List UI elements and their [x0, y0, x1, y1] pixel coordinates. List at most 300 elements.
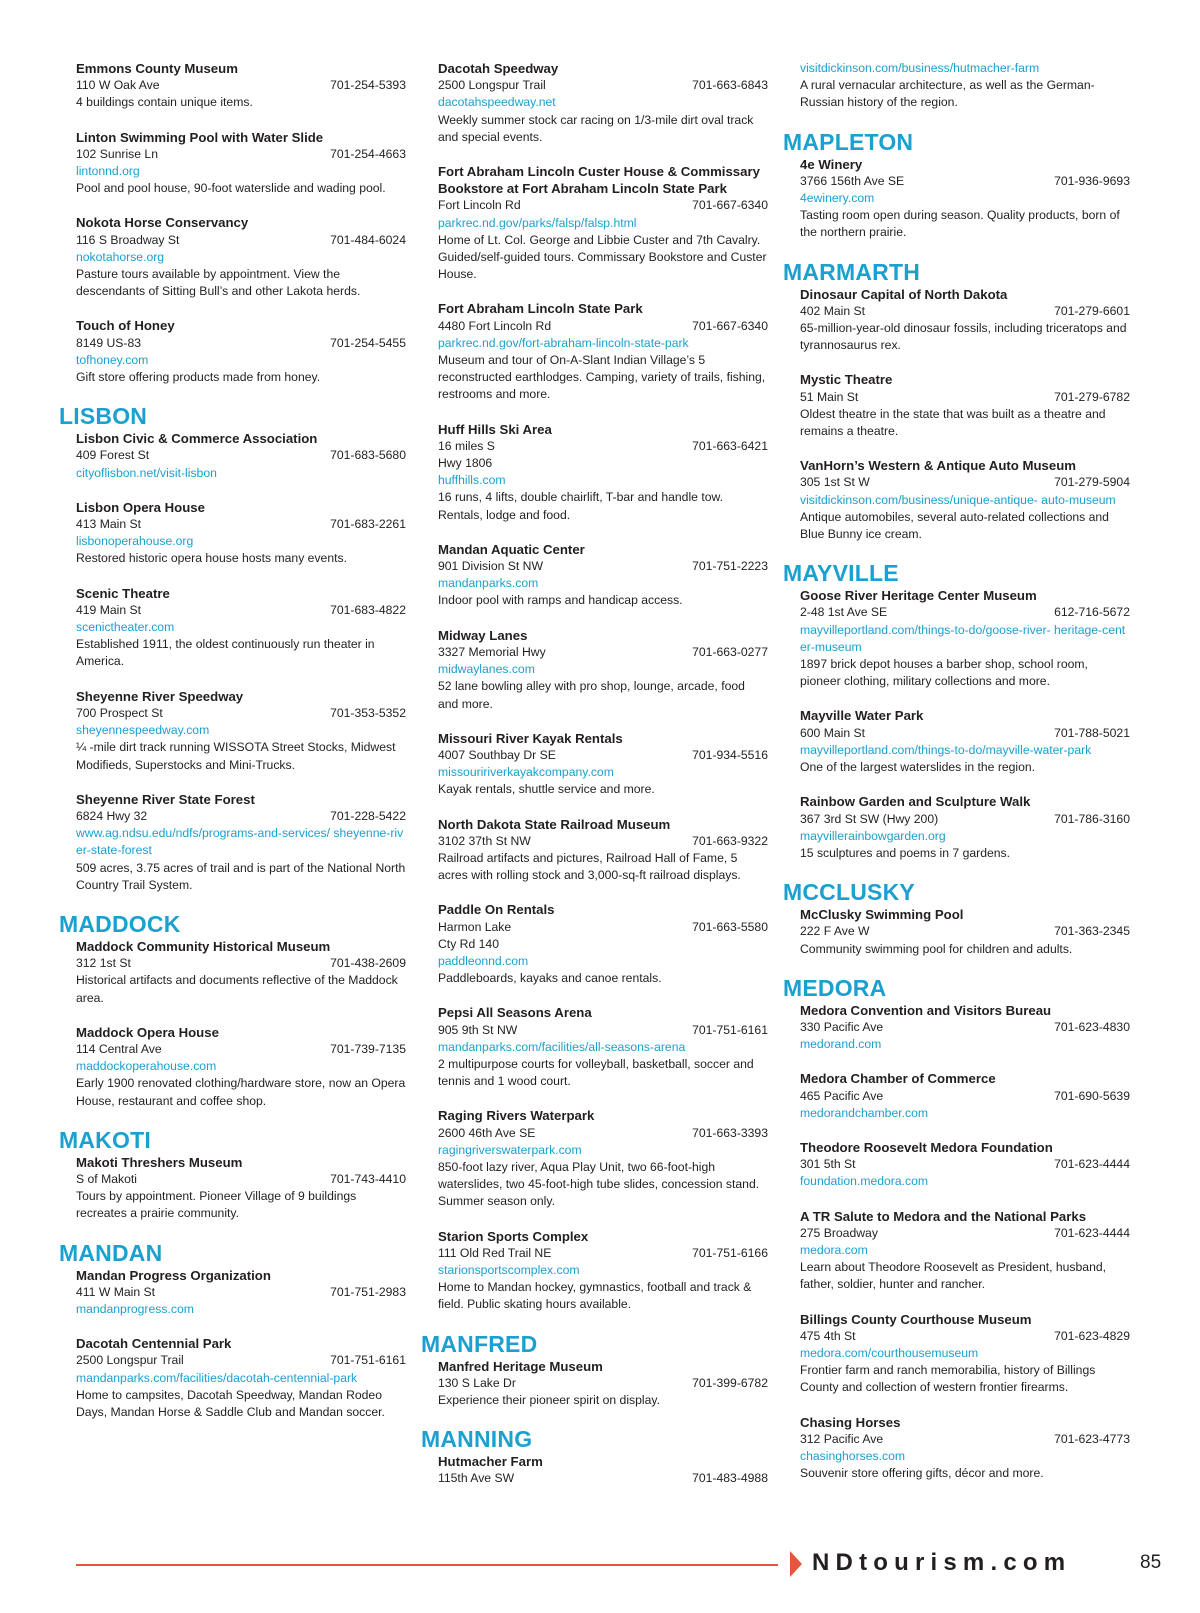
listing-address: 4480 Fort Lincoln Rd: [438, 318, 552, 333]
listing: [800, 156, 1130, 242]
listing-address: 301 5th St: [800, 1157, 856, 1172]
listing-name: Lisbon Opera House: [76, 499, 205, 515]
listing-phone: 701-623-4830: [1054, 1019, 1130, 1034]
listing-name: Nokota Horse Conservancy: [76, 215, 249, 231]
listing: [76, 129, 406, 198]
listing-website-link[interactable]: mayvilleportland.com/things-to-do/mayville-water-park: [800, 742, 1092, 757]
listing-address: 465 Pacific Ave: [800, 1088, 884, 1103]
listing-phone: 701-663-0277: [692, 644, 768, 659]
listing-description: Oldest theatre in the state that was built as a theatre and remains a theatre.: [800, 406, 1106, 439]
listing-description: Learn about Theodore Roosevelt as President, husband, father, soldier, hunter and rancher.: [800, 1260, 1107, 1292]
listing-address-line2: Hwy 1806: [438, 456, 493, 471]
listing-address: 419 Main St: [76, 602, 142, 617]
city-heading: MANFRED: [421, 1330, 538, 1357]
listing: [76, 1267, 406, 1319]
listing: [76, 214, 406, 300]
footer-site-link[interactable]: NDtourism.com: [812, 1549, 1072, 1576]
listing-name: Chasing Horses: [800, 1414, 901, 1430]
listing-name: Mandan Progress Organization: [76, 1267, 271, 1283]
address-row: [800, 1225, 1130, 1242]
listing-address: 312 Pacific Ave: [800, 1431, 884, 1446]
listing-phone: 701-936-9693: [1054, 173, 1130, 188]
listing-description: 16 runs, 4 lifts, double chairlift, T-bar and handle tow. Rentals, lodge and food.: [438, 490, 723, 522]
listing-phone: 701-279-6782: [1054, 389, 1130, 404]
listing-description: ¼ -mile dirt track running WISSOTA Street Stocks, Midwest Modifieds, Superstocks and Mini-Trucks.: [76, 740, 396, 772]
listing-phone: 701-623-4773: [1054, 1431, 1130, 1446]
listing-description: Weekly summer stock car racing on 1/3-mile dirt oval track and special events.: [438, 112, 754, 144]
listing-address: 312 1st St: [76, 956, 131, 971]
listing-website-link[interactable]: mandanparks.com: [438, 576, 539, 591]
address-row: [76, 335, 406, 352]
listing-name: Dacotah Speedway: [438, 61, 559, 76]
listing-address: 2-48 1st Ave SE: [800, 605, 888, 620]
listing-website-link[interactable]: nokotahorse.org: [76, 249, 165, 264]
listing-phone: 701-663-6843: [692, 78, 768, 93]
listing: [800, 1002, 1130, 1054]
listing-address: 130 S Lake Dr: [438, 1375, 516, 1390]
listing-website-link[interactable]: medora.com: [800, 1242, 868, 1257]
listing-name: Maddock Opera House: [76, 1024, 219, 1040]
city-heading: MANDAN: [59, 1239, 163, 1266]
listing-description: Home to Mandan hockey, gymnastics, football and track & field. Public skating hours available.: [438, 1280, 752, 1312]
address-row: [76, 447, 406, 464]
listing-name: Linton Swimming Pool with Water Slide: [76, 129, 324, 145]
listing-phone: 701-788-5021: [1054, 725, 1130, 740]
address-row: [76, 1171, 406, 1188]
listing: [800, 1070, 1130, 1122]
listing: [76, 688, 406, 774]
listing-description: Frontier farm and ranch memorabilia, history of Billings County and collection of western frontier firearms.: [800, 1363, 1096, 1395]
address-row: [438, 77, 768, 94]
listing-description: Restored historic opera house hosts many events.: [76, 551, 347, 566]
listing-name: Lisbon Civic & Commerce Association: [76, 431, 318, 447]
listing-address: 2500 Longspur Trail: [438, 78, 546, 93]
listing-description: Railroad artifacts and pictures, Railroad Hall of Fame, 5 acres with rolling stock and 3,000-sq-ft railroad displays.: [438, 850, 741, 883]
column-3: [783, 60, 1130, 1499]
address-row: [76, 808, 406, 825]
listing-description: One of the largest waterslides in the region.: [800, 760, 1036, 775]
listing-phone: 701-228-5422: [330, 808, 406, 823]
listing: [438, 627, 768, 713]
listing: [438, 816, 768, 885]
listing: [438, 1358, 768, 1410]
listing-description: Pasture tours available by appointment. View the descendants of Sitting Bull’s and other Lakota herds.: [76, 267, 361, 299]
listing-address: S of Makoti: [76, 1171, 137, 1186]
listing-website-link[interactable]: 4ewinery.com: [800, 191, 875, 206]
listing-description: Home to campsites, Dacotah Speedway, Mandan Rodeo Days, Mandan Horse & Saddle Club and Mandan soccer.: [76, 1387, 385, 1419]
listing-phone: 701-279-6601: [1054, 303, 1130, 318]
address-row: [76, 1041, 406, 1058]
address-row: [438, 558, 768, 575]
listing-name: Dinosaur Capital of North Dakota: [800, 286, 1008, 302]
listing-name: Touch of Honey: [76, 318, 175, 334]
listing-website-link[interactable]: www.ag.ndsu.edu/ndfs/programs-and-services/ sheyenne-river-state-forest: [76, 826, 404, 858]
listing-website-link[interactable]: huffhills.com: [438, 473, 506, 488]
city-heading: LISBON: [59, 403, 148, 430]
address-row: [438, 1125, 768, 1142]
address-row: [438, 197, 768, 214]
listing-name: Dacotah Centennial Park: [76, 1336, 232, 1352]
address-row: [76, 1352, 406, 1369]
listing: [438, 730, 768, 799]
listing-phone: 701-751-6166: [692, 1245, 768, 1260]
listing-phone: 701-279-5904: [1054, 475, 1130, 490]
listing: [800, 60, 1130, 112]
listing: [800, 1311, 1130, 1397]
listing-website-link[interactable]: sheyennespeedway.com: [76, 723, 210, 738]
address-row: [800, 1328, 1130, 1345]
listing-website-link[interactable]: mandanprogress.com: [76, 1301, 194, 1316]
listing-description: Antique automobiles, several auto-related collections and Blue Bunny ice cream.: [800, 509, 1109, 542]
listing-description: Pool and pool house, 90-foot waterslide and wading pool.: [76, 181, 386, 196]
address-row: [438, 833, 768, 850]
listing-address: 275 Broadway: [800, 1225, 878, 1240]
listing-name: A TR Salute to Medora and the National Parks: [800, 1208, 1087, 1224]
listing-description: Historical artifacts and documents reflective of the Maddock area.: [76, 973, 398, 1005]
listing-website-link[interactable]: midwaylanes.com: [438, 662, 535, 677]
listing-website-link[interactable]: visitdickinson.com/business/hutmacher-farm: [800, 61, 1040, 75]
listing-name: Medora Chamber of Commerce: [800, 1071, 996, 1087]
listing-name: Manfred Heritage Museum: [438, 1358, 603, 1374]
listing-name: 4e Winery: [800, 156, 863, 172]
listing: [800, 457, 1130, 543]
listing-address: 905 9th St NW: [438, 1022, 518, 1037]
listing-phone: 701-667-6340: [692, 198, 768, 213]
listing-website-link[interactable]: dacotahspeedway.net: [438, 95, 556, 110]
listing-name: Raging Rivers Waterpark: [438, 1108, 595, 1124]
listing-phone: 701-363-2345: [1054, 924, 1130, 939]
listing: [800, 707, 1130, 776]
listing-website-link[interactable]: ragingriverswaterpark.com: [438, 1142, 582, 1157]
listing: [76, 317, 406, 386]
listing: [800, 1139, 1130, 1191]
address-row: [76, 955, 406, 972]
address-row: [438, 318, 768, 335]
listing-address: 110 W Oak Ave: [76, 78, 160, 93]
listing-website-link[interactable]: mayvillerainbowgarden.org: [800, 828, 946, 843]
listing-address: 51 Main St: [800, 389, 859, 404]
listing-name: Sheyenne River State Forest: [76, 791, 255, 807]
listing-address: Fort Lincoln Rd: [438, 198, 521, 213]
address-row: [800, 604, 1130, 621]
listing-name: Makoti Threshers Museum: [76, 1154, 243, 1170]
listing: [76, 938, 406, 1007]
listing-phone: 701-663-3393: [692, 1125, 768, 1140]
listing-website-link[interactable]: chasinghorses.com: [800, 1448, 905, 1463]
listing-address: 330 Pacific Ave: [800, 1019, 884, 1034]
listing-website-link[interactable]: medora.com/courthousemuseum: [800, 1345, 979, 1360]
listing-address: 115th Ave SW: [438, 1471, 515, 1486]
listing: [76, 1154, 406, 1223]
listing-phone: 701-483-4988: [692, 1471, 768, 1486]
listing-name: Maddock Community Historical Museum: [76, 938, 331, 954]
listing-address: 600 Main St: [800, 725, 866, 740]
listing-address: 700 Prospect St: [76, 705, 163, 720]
listing: [438, 541, 768, 610]
listing: [438, 300, 768, 403]
address-row: [438, 1022, 768, 1039]
address-row: [800, 725, 1130, 742]
address-row: [76, 146, 406, 163]
listing-name: Goose River Heritage Center Museum: [800, 588, 1037, 604]
listing-description: 1897 brick depot houses a barber shop, school room, pioneer clothing, military collections and more.: [800, 657, 1088, 689]
listing-address-line2: Cty Rd 140: [438, 936, 499, 951]
address-row: [76, 705, 406, 722]
listing-description: Paddleboards, kayaks and canoe rentals.: [438, 971, 662, 986]
listing-description: Souvenir store offering gifts, décor and more.: [800, 1466, 1044, 1481]
listing-address: 409 Forest St: [76, 448, 150, 463]
listing-name: Fort Abraham Lincoln Custer House & Commissary Bookstore at Fort Abraham Lincoln State Park: [438, 164, 760, 197]
listing-address: 4007 Southbay Dr SE: [438, 747, 556, 762]
listing-description: 509 acres, 3.75 acres of trail and is part of the National North Country Trail System.: [76, 860, 406, 892]
listing-phone: 701-623-4444: [1054, 1225, 1130, 1240]
listing-address: 116 S Broadway St: [76, 232, 180, 247]
address-row: [438, 919, 768, 936]
listing: [438, 60, 768, 146]
listing-description: Tours by appointment. Pioneer Village of 9 buildings recreates a prairie community.: [76, 1189, 357, 1221]
listing-name: Pepsi All Seasons Arena: [438, 1005, 592, 1021]
city-heading: MARMARTH: [783, 258, 921, 285]
address-row: [438, 438, 768, 455]
listing-website-link[interactable]: mayvilleportland.com/things-to-do/goose-river- heritage-center-museum: [800, 622, 1126, 654]
listing-website-link[interactable]: foundation.medora.com: [800, 1174, 929, 1189]
listing-phone: 701-353-5352: [330, 705, 406, 720]
listing: [438, 1107, 768, 1210]
listing-phone: 701-438-2609: [330, 956, 406, 971]
listing: [76, 791, 406, 894]
listing: [800, 906, 1130, 958]
listing: [438, 1228, 768, 1314]
listing: [76, 1335, 406, 1421]
listing-phone: 701-484-6024: [330, 232, 406, 247]
address-row: [800, 811, 1130, 828]
listing-phone: 701-623-4444: [1054, 1157, 1130, 1172]
listing: [800, 286, 1130, 355]
listing-phone: 701-667-6340: [692, 318, 768, 333]
listing-address: 8149 US-83: [76, 335, 142, 350]
listing-name: Missouri River Kayak Rentals: [438, 730, 623, 746]
listing-description: Experience their pioneer spirit on display.: [438, 1393, 660, 1407]
listing-name: Fort Abraham Lincoln State Park: [438, 301, 643, 317]
listing-address: 111 Old Red Trail NE: [438, 1245, 552, 1260]
listing-description: Tasting room open during season. Quality products, born of the northern prairie.: [800, 208, 1120, 240]
listing-description: Kayak rentals, shuttle service and more.: [438, 782, 655, 797]
listing-website-link[interactable]: cityoflisbon.net/visit-lisbon: [76, 465, 217, 480]
listing-description: A rural vernacular architecture, as well as the German-Russian history of the region.: [800, 78, 1095, 110]
listing-phone: 701-683-5680: [330, 448, 406, 463]
listing-website-link[interactable]: lisbonoperahouse.org: [76, 534, 194, 549]
listing: [438, 1004, 768, 1090]
listing-name: VanHorn’s Western & Antique Auto Museum: [800, 458, 1076, 474]
listing-address: 402 Main St: [800, 303, 866, 318]
footer-arrow-icon: [790, 1551, 802, 1577]
listing-address: 2600 46th Ave SE: [438, 1125, 536, 1140]
address-row: [76, 232, 406, 249]
listing-address: 16 miles S: [438, 438, 495, 453]
listing-address: 411 W Main St: [76, 1284, 156, 1299]
city-heading: MAPLETON: [783, 128, 914, 155]
listing: [800, 587, 1130, 690]
listing-website-link[interactable]: maddockoperahouse.com: [76, 1059, 217, 1074]
listing: [76, 585, 406, 671]
listing-website-link[interactable]: visitdickinson.com/business/unique-antique- auto-museum: [800, 492, 1116, 507]
listing: [76, 60, 406, 112]
listing-address: 3102 37th St NW: [438, 833, 531, 848]
listing-description: Gift store offering products made from honey.: [76, 370, 321, 385]
listing: [800, 1208, 1130, 1294]
listing-phone: 612-716-5672: [1054, 605, 1130, 620]
listing-phone: 701-663-5580: [692, 919, 768, 934]
address-row: [800, 173, 1130, 190]
listing: [76, 1024, 406, 1110]
listing-description: 52 lane bowling alley with pro shop, lounge, arcade, food and more.: [438, 679, 745, 711]
listing-address: 2500 Longspur Trail: [76, 1353, 184, 1368]
listing-description: 4 buildings contain unique items.: [76, 95, 253, 110]
listing-description: Home of Lt. Col. George and Libbie Custer and 7th Cavalry. Guided/self-guided tours. Commissary Bookstore and Custer House.: [438, 232, 767, 282]
listing-description: 850-foot lazy river, Aqua Play Unit, two 66-foot-high waterslides, two 45-foot-high tube slides, concession stand. Summer season only.: [438, 1159, 760, 1209]
address-row: [76, 602, 406, 619]
listing-description: 15 sculptures and poems in 7 gardens.: [800, 845, 1011, 860]
listing-website-link[interactable]: mandanparks.com/facilities/all-seasons-arena: [438, 1039, 686, 1054]
listing-name: Paddle On Rentals: [438, 902, 555, 918]
address-row: [438, 1470, 768, 1487]
listing: [800, 1414, 1130, 1483]
city-heading: MEDORA: [783, 974, 887, 1001]
listing-phone: 701-663-9322: [692, 833, 768, 848]
listing-name: Hutmacher Farm: [438, 1454, 543, 1470]
city-heading: MCCLUSKY: [783, 879, 915, 906]
city-heading: MADDOCK: [59, 910, 181, 937]
listing: [800, 371, 1130, 440]
listing-website-link[interactable]: parkrec.nd.gov/parks/falsp/falsp.html: [438, 215, 637, 230]
listing-phone: 701-254-5393: [330, 78, 406, 93]
address-row: [800, 303, 1130, 320]
listing-name: Billings County Courthouse Museum: [800, 1311, 1032, 1327]
footer-rule: [76, 1564, 778, 1566]
address-row: [76, 516, 406, 533]
listing-website-link[interactable]: parkrec.nd.gov/fort-abraham-lincoln-state-park: [438, 335, 689, 350]
listing-name: Medora Convention and Visitors Bureau: [800, 1002, 1052, 1018]
address-row: [800, 389, 1130, 406]
listing-phone: 701-751-2223: [692, 559, 768, 574]
listing-website-link[interactable]: lintonnd.org: [76, 164, 140, 179]
address-row: [438, 1375, 768, 1392]
listing-phone: 701-934-5516: [692, 747, 768, 762]
listing-address: 6824 Hwy 32: [76, 808, 148, 823]
listing-website-link[interactable]: tofhoney.com: [76, 352, 149, 367]
column-1: [59, 60, 406, 1438]
city-heading: MAKOTI: [59, 1126, 151, 1153]
listing-website-link[interactable]: missouririverkayakcompany.com: [438, 765, 614, 780]
listing-address: 102 Sunrise Ln: [76, 146, 158, 161]
listing-phone: 701-399-6782: [692, 1375, 768, 1390]
listing: [438, 901, 768, 987]
listing-name: Mayville Water Park: [800, 708, 924, 724]
listing-phone: 701-254-4663: [330, 146, 406, 161]
listing-address: 413 Main St: [76, 517, 142, 532]
city-heading: MANNING: [421, 1426, 533, 1453]
listing-phone: 701-751-2983: [330, 1284, 406, 1299]
address-row: [76, 77, 406, 94]
listing-phone: 701-690-5639: [1054, 1088, 1130, 1103]
page-number: 85: [1140, 1552, 1162, 1573]
listing-website-link[interactable]: starionsportscomplex.com: [438, 1262, 580, 1277]
listing-description: Early 1900 renovated clothing/hardware store, now an Opera House, restaurant and coffee shop.: [76, 1076, 406, 1108]
address-row: [438, 644, 768, 661]
column-2: [421, 60, 768, 1505]
listing: [76, 499, 406, 568]
listing-name: Starion Sports Complex: [438, 1228, 589, 1244]
listing-description: Established 1911, the oldest continuously run theater in America.: [76, 637, 375, 669]
listing-address: 901 Division St NW: [438, 559, 543, 574]
listing: [438, 1453, 768, 1487]
listing: [438, 163, 768, 283]
city-heading: MAYVILLE: [783, 560, 899, 587]
listing-name: Theodore Roosevelt Medora Foundation: [800, 1139, 1053, 1155]
listing-phone: 701-683-2261: [330, 517, 406, 532]
listing-name: Emmons County Museum: [76, 61, 238, 76]
listing-name: Scenic Theatre: [76, 585, 170, 601]
listing-phone: 701-751-6161: [692, 1022, 768, 1037]
address-row: [800, 1156, 1130, 1173]
listing-address: 114 Central Ave: [76, 1041, 162, 1056]
listing-description: Indoor pool with ramps and handicap access.: [438, 593, 683, 608]
listing: [76, 430, 406, 482]
address-row: [800, 1019, 1130, 1036]
listing-address: 3766 156th Ave SE: [800, 173, 905, 188]
address-row: [438, 747, 768, 764]
listing: [438, 421, 768, 524]
listing-phone: 701-623-4829: [1054, 1328, 1130, 1343]
listing-description: Museum and tour of On-A-Slant Indian Village’s 5 reconstructed earthlodges. Camping, variety of trails, fishing, restrooms and more.: [438, 353, 766, 402]
address-row: [800, 474, 1130, 491]
listing-name: Mandan Aquatic Center: [438, 541, 585, 557]
address-row: [800, 923, 1130, 940]
address-row: [76, 1284, 406, 1301]
listing-name: Midway Lanes: [438, 627, 528, 643]
listing-website-link[interactable]: scenictheater.com: [76, 620, 175, 635]
listing-address: 222 F Ave W: [800, 924, 870, 939]
listing-address: 3327 Memorial Hwy: [438, 644, 546, 659]
listing-phone: 701-683-4822: [330, 602, 406, 617]
listing-phone: 701-254-5455: [330, 335, 406, 350]
listing-website-link[interactable]: paddleonnd.com: [438, 953, 529, 968]
listing-website-link[interactable]: medorand.com: [800, 1037, 882, 1052]
listing-website-link[interactable]: medorandchamber.com: [800, 1105, 929, 1120]
listing-name: North Dakota State Railroad Museum: [438, 816, 671, 832]
address-row: [800, 1431, 1130, 1448]
listing-address: 367 3rd St SW (Hwy 200): [800, 811, 939, 826]
listing-phone: 701-663-6421: [692, 438, 768, 453]
listing-address: 305 1st St W: [800, 475, 870, 490]
listing-description: Community swimming pool for children and adults.: [800, 941, 1073, 956]
listing-name: Huff Hills Ski Area: [438, 421, 552, 437]
listing-description: 2 multipurpose courts for volleyball, basketball, soccer and tennis and 1 wood court.: [438, 1056, 754, 1089]
listing-name: Sheyenne River Speedway: [76, 688, 244, 704]
listing-phone: 701-751-6161: [330, 1353, 406, 1368]
listing-name: McClusky Swimming Pool: [800, 907, 964, 923]
address-row: [438, 1245, 768, 1262]
listing-name: Mystic Theatre: [800, 372, 893, 388]
listing-website-link[interactable]: mandanparks.com/facilities/dacotah-centennial-park: [76, 1370, 358, 1385]
listing-address: Harmon Lake: [438, 919, 512, 934]
listing-phone: 701-739-7135: [330, 1041, 406, 1056]
listing-phone: 701-743-4410: [330, 1171, 406, 1186]
listing-description: 65-million-year-old dinosaur fossils, including triceratops and tyrannosaurus rex.: [800, 321, 1127, 353]
listing: [800, 793, 1130, 862]
listing-address: 475 4th St: [800, 1328, 856, 1343]
listing-name: Rainbow Garden and Sculpture Walk: [800, 794, 1031, 810]
